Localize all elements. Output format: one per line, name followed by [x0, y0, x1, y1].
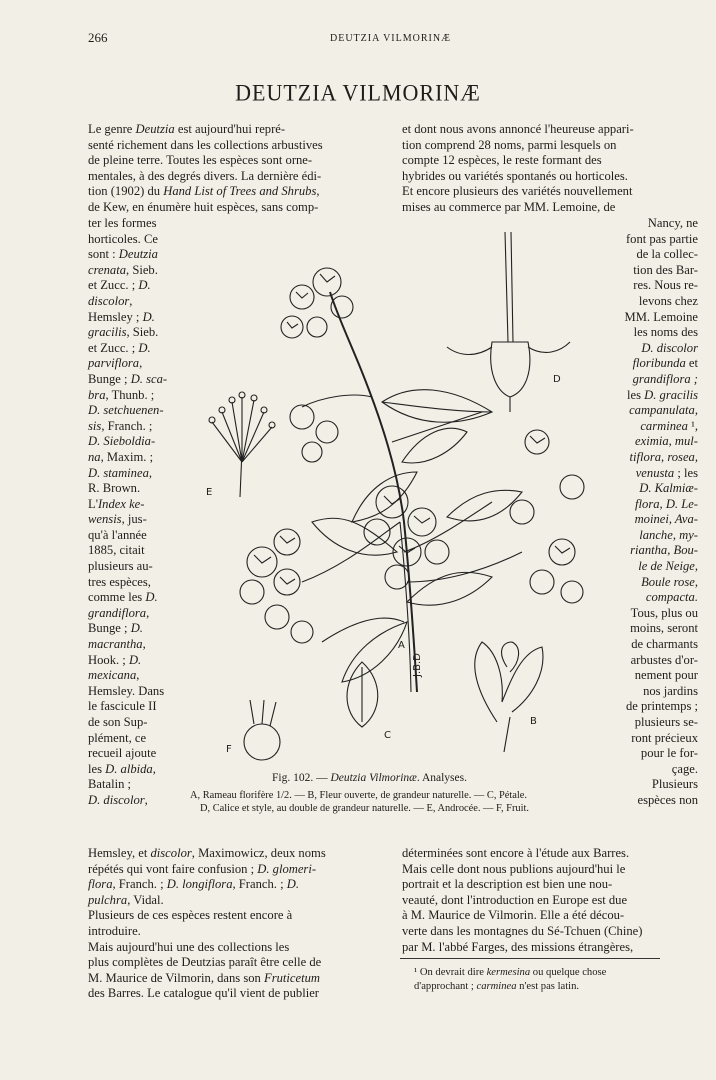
text-line: qu'à l'année: [88, 527, 147, 542]
text-line: les D. gracilis: [626, 387, 698, 402]
text-line: moins, seront: [630, 621, 698, 636]
text-line: les D. albida,: [88, 761, 156, 776]
text-line: font pas partie: [625, 231, 698, 246]
text-line: flora, D. Le-: [635, 496, 698, 511]
text-line: D. discolor: [641, 340, 698, 355]
text-line: répétés qui vont faire confusion ; D. glomeri-: [88, 861, 317, 876]
text-line: de printemps ;: [625, 699, 698, 714]
text-line: res. Nous re-: [633, 278, 698, 293]
text-line: Plusieurs: [651, 777, 698, 792]
left-column-bottom: [88, 846, 388, 1002]
text-line: Boule rose,: [641, 574, 698, 589]
text-line: venusta ; les: [635, 465, 698, 480]
text-line: et Zucc. ; D.: [88, 340, 151, 355]
text-line: comme les D.: [88, 590, 158, 605]
flower-cluster-left: [240, 529, 313, 643]
text-line: na, Maxim. ;: [88, 449, 154, 464]
text-line: D. Sieboldia-: [88, 434, 156, 449]
text-line: Hook. ; D.: [88, 652, 142, 667]
text-line: le de Neige,: [638, 559, 698, 574]
text-line: tion comprend 28 noms, parmi lesquels on: [402, 137, 617, 152]
text-line: tiflora, rosea,: [629, 449, 698, 464]
text-line: Tous, plus ou: [630, 605, 698, 620]
left-column-top: [88, 122, 388, 216]
text-line: sis, Franch. ;: [88, 418, 153, 433]
running-title: DEUTZIA VILMORINÆ: [330, 33, 451, 44]
text-line: tion des Bar-: [633, 262, 698, 277]
figure-caption-line-2: D, Calice et style, au double de grandeur naturelle. — E, Androcée. — F, Fruit.: [200, 803, 529, 814]
text-line: plusieurs se-: [634, 715, 698, 729]
calyx-and-style-detail: [447, 232, 570, 412]
text-line: Le genre Deutzia est aujourd'hui repré-: [88, 122, 286, 136]
text-line: et Zucc. ; D.: [88, 278, 151, 293]
right-column-top: [402, 122, 698, 216]
text-line: çage.: [671, 761, 698, 776]
botanical-illustration: [192, 222, 596, 778]
text-line: Mais celle dont nous publions aujourd'hui le: [402, 861, 626, 876]
figure-label-f: F: [226, 744, 232, 755]
text-line: introduire.: [88, 923, 141, 938]
text-line: le fascicule II: [88, 699, 157, 714]
figure-label-b: B: [530, 716, 537, 727]
text-line: verte dans les montagnes du Sé-Tchuen (Chine): [402, 923, 643, 938]
fruit-detail: [244, 700, 280, 760]
flower-cluster-right: [510, 430, 584, 603]
androecium-detail: [209, 392, 275, 497]
leaf: [382, 390, 492, 423]
text-line: de la collec-: [636, 247, 698, 262]
text-line: tion (1902) du Hand List of Trees and Shrubs,: [88, 184, 320, 199]
text-line: et dont nous avons annoncé l'heureuse appari-: [402, 122, 634, 136]
left-column-narrow: [88, 216, 188, 809]
text-line: ter les formes: [88, 216, 157, 230]
text-line: Nancy, ne: [647, 216, 698, 230]
right-column-narrow: [596, 216, 698, 809]
text-line: mentales, à des degrés divers. La dernière édi-: [88, 168, 322, 183]
text-line: wensis, jus-: [88, 512, 147, 527]
text-line: pour le for-: [640, 746, 698, 761]
text-line: Hemsley ; D.: [88, 309, 155, 324]
text-line: ront précieux: [631, 730, 698, 745]
article-title: DEUTZIA VILMORINÆ: [235, 79, 481, 106]
text-line: D. setchuenen-: [88, 403, 164, 418]
text-line: Hemsley. Dans: [88, 683, 165, 698]
text-line: arbustes d'or-: [630, 652, 698, 667]
text-line: moinei, Ava-: [634, 512, 698, 527]
text-line: pulchra, Vidal.: [88, 892, 164, 907]
text-line: grandiflora ;: [632, 371, 698, 386]
figure-label-a: A: [398, 640, 405, 651]
text-line: de Kew, en énumère huit espèces, sans comp-: [88, 199, 319, 214]
text-line: parviflora,: [88, 356, 143, 371]
leaf: [312, 518, 397, 555]
text-line: compacta.: [645, 590, 698, 605]
right-column-bottom: [402, 846, 698, 955]
text-line: plément, ce: [88, 730, 147, 745]
text-line: de charmants: [631, 637, 698, 652]
flower-cluster-middle-left: [290, 405, 338, 462]
illustrator-signature: J.B.D: [412, 653, 423, 677]
text-line: Et encore plusieurs des variétés nouvellement: [402, 184, 633, 199]
text-line: Bunge ; D.: [88, 621, 143, 636]
text-line: d'approchant ; carminea n'est pas latin.: [414, 981, 580, 992]
footnote: [414, 966, 704, 994]
text-line: les noms des: [633, 325, 698, 340]
open-flower-detail: [475, 642, 543, 752]
text-line: R. Brown.: [88, 481, 141, 496]
text-line: plus complètes de Deutzias paraît être celle de: [88, 955, 322, 970]
text-line: portrait et la description est bien une nou-: [402, 877, 613, 892]
text-line: Bunge ; D. sca-: [88, 371, 168, 386]
text-line: senté richement dans les collections arbustives: [88, 137, 323, 152]
text-line: L'Index ke-: [88, 496, 145, 511]
text-line: tres espèces,: [88, 574, 151, 589]
text-line: 1885, citait: [88, 543, 145, 558]
text-line: floribunda et: [632, 356, 698, 371]
text-line: D. discolor,: [88, 792, 148, 807]
text-line: M. Maurice de Vilmorin, dans son Fruticetum: [88, 970, 320, 985]
text-line: riantha, Bou-: [630, 543, 698, 558]
leaf: [402, 428, 467, 463]
text-line: Mais aujourd'hui une des collections les: [88, 939, 290, 954]
text-line: D. Kalmiæ-: [639, 481, 698, 496]
text-line: gracilis, Sieb.: [88, 325, 159, 340]
text-line: D. staminea,: [88, 465, 153, 480]
text-line: ¹ On devrait dire kermesina ou quelque chose: [414, 967, 607, 978]
text-line: bra, Thunb. ;: [88, 387, 155, 402]
leaf: [342, 622, 407, 682]
text-line: campanulata,: [629, 403, 698, 418]
text-line: veauté, dont l'introduction en Europe est due: [402, 892, 628, 907]
text-line: horticoles. Ce: [88, 231, 158, 246]
text-line: MM. Lemoine: [624, 309, 698, 324]
figure-caption-line-1: A, Rameau florifère 1/2. — B, Fleur ouverte, de grandeur naturelle. — C, Pétale.: [190, 790, 528, 801]
text-line: mexicana,: [88, 668, 140, 683]
text-line: des Barres. Le catalogue qu'il vient de publier: [88, 986, 319, 1001]
text-line: Batalin ;: [88, 777, 132, 792]
footnote-rule: [400, 958, 660, 959]
text-line: de pleine terre. Toutes les espèces sont orne-: [88, 153, 313, 168]
text-line: grandiflora,: [88, 605, 150, 620]
figure-label-d: D: [553, 374, 561, 385]
text-line: plusieurs au-: [88, 559, 153, 574]
text-line: flora, Franch. ; D. longiflora, Franch. ; D.: [88, 877, 299, 892]
text-line: Plusieurs de ces espèces restent encore à: [88, 908, 293, 923]
text-line: macrantha,: [88, 637, 146, 652]
flower-cluster-top: [281, 268, 353, 338]
text-line: espèces non: [637, 792, 698, 807]
figure-label-e: E: [206, 487, 213, 498]
text-line: compte 12 espèces, le reste formant des: [402, 153, 602, 168]
text-line: nos jardins: [643, 683, 698, 698]
text-line: nement pour: [634, 668, 698, 683]
figure-caption-title: Fig. 102. — Deutzia Vilmorinæ. Analyses.: [272, 772, 467, 784]
text-line: carminea ¹,: [640, 418, 698, 433]
text-line: eximia, mul-: [635, 434, 698, 449]
text-line: sont : Deutzia: [88, 247, 158, 262]
text-line: mises au commerce par MM. Lemoine, de: [402, 199, 616, 214]
text-line: lanche, my-: [639, 527, 698, 542]
text-line: recueil ajoute: [88, 746, 157, 761]
text-line: par M. l'abbé Farges, des missions étrangères,: [402, 939, 634, 954]
text-line: hybrides ou variétés spontanés ou horticoles.: [402, 168, 628, 183]
page-number: 266: [88, 30, 108, 45]
text-line: Hemsley, et discolor, Maximowicz, deux noms: [88, 846, 326, 860]
text-line: discolor,: [88, 293, 133, 308]
text-line: déterminées sont encore à l'étude aux Barres.: [402, 846, 630, 860]
figure-label-c: C: [384, 730, 391, 741]
text-line: crenata, Sieb.: [88, 262, 158, 277]
text-line: de son Sup-: [88, 715, 148, 729]
text-line: levons chez: [638, 293, 698, 308]
text-line: à M. Maurice de Vilmorin. Elle a été décou-: [402, 908, 625, 923]
